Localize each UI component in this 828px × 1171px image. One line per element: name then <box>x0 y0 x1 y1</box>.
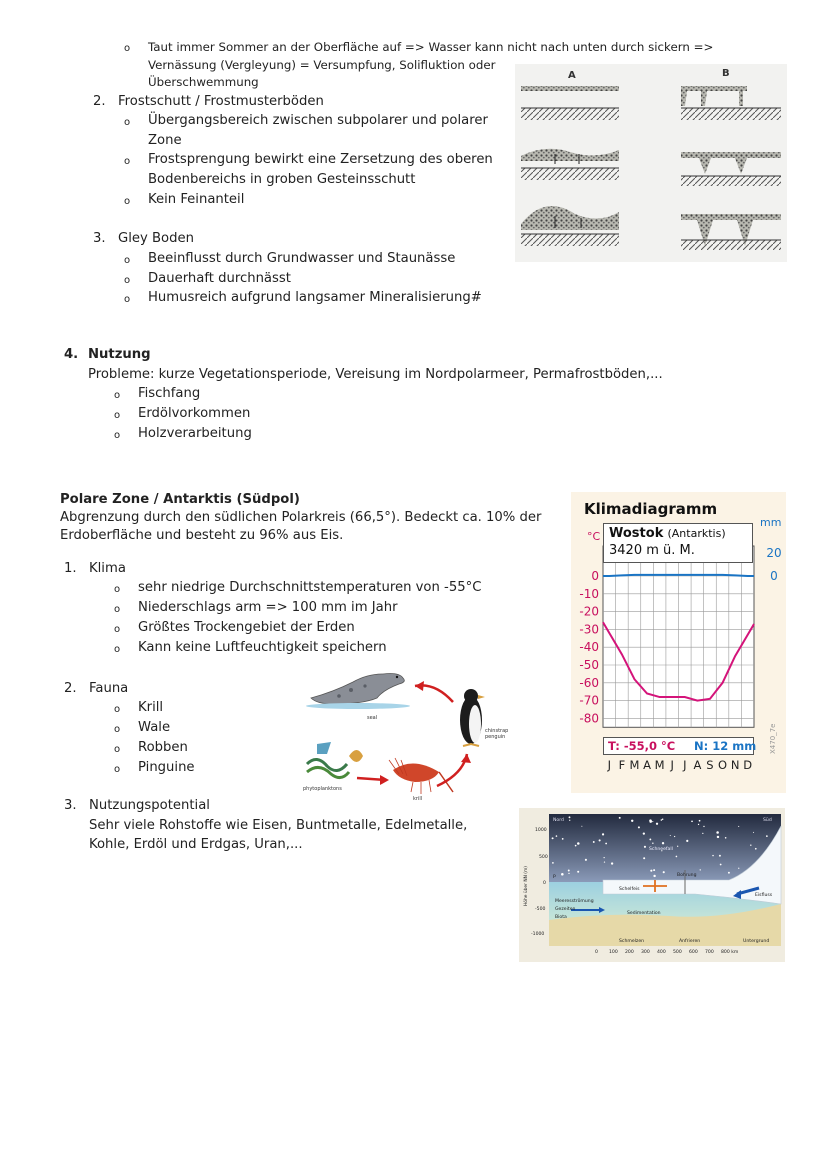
text-line: Kohle, Erdöl und Erdgas, Uran,... <box>89 837 303 852</box>
precip-line <box>603 575 754 576</box>
penguin-label-1: chinstrap <box>485 728 509 734</box>
label-nord: Nord <box>553 818 564 823</box>
text-line: Taut immer Sommer an der Oberfläche auf => Wasser kann nicht nach unten durch sickern => <box>148 40 714 54</box>
label-schneefall: Schneefall <box>649 847 673 852</box>
y-tick: -500 <box>535 907 546 912</box>
text-line: Frostsprengung bewirkt eine Zersetzung des oberen <box>148 152 493 167</box>
text-line: Humusreich aufgrund langsamer Mineralisierung# <box>148 290 482 305</box>
food-web-figure <box>303 664 525 804</box>
precip-unit: mm <box>760 516 782 529</box>
bullet-marker: o <box>124 43 131 54</box>
x-tick: 0 <box>595 950 598 955</box>
label-eisfluss: Eisfluss <box>755 893 773 898</box>
text-line: Sehr viele Rohstoffe wie Eisen, Buntmetalle, Edelmetalle, <box>89 818 468 833</box>
bullet-marker: o <box>114 624 121 635</box>
section-heading: Nutzungspotential <box>89 798 210 813</box>
section-heading: Frostschutt / Frostmusterböden <box>118 94 324 109</box>
bullet-marker: o <box>114 744 121 755</box>
label-biota: Biota <box>555 915 567 920</box>
krill-label: krill <box>413 796 423 802</box>
ice-shelf-figure <box>519 808 785 962</box>
y-tick: 1000 <box>535 828 547 833</box>
list-number: 1. <box>64 561 77 576</box>
label-schmelzen: Schmelzen <box>619 939 645 944</box>
bullet-marker: o <box>114 430 121 441</box>
x-tick: 800 km <box>721 950 739 955</box>
temp-tick-label: -10 <box>579 586 599 601</box>
month-label: D <box>743 758 753 772</box>
month-label: M <box>654 758 665 772</box>
list-number: 4. <box>64 347 79 362</box>
label-sued: Süd <box>763 818 772 823</box>
bullet-marker: o <box>114 584 121 595</box>
month-label: A <box>643 758 651 772</box>
label-bohrung: Bohrung <box>677 873 697 878</box>
list-number: 2. <box>93 94 106 109</box>
section-heading: Nutzung <box>88 347 151 362</box>
temp-tick-label: -60 <box>579 675 599 690</box>
y-tick: -1000 <box>531 932 545 937</box>
temp-tick-label: -80 <box>579 711 599 726</box>
x-tick: 200 <box>625 950 634 955</box>
precip-tick-label: 20 <box>766 546 782 560</box>
station-name: Wostok <box>609 526 664 541</box>
text-line: Vernässung (Vergleyung) = Versumpfung, Solifluktion oder <box>148 58 496 72</box>
summary-temp: T: -55,0 °C <box>608 739 676 753</box>
y-tick: 0 <box>543 881 546 886</box>
frost-pattern-figure <box>515 64 787 262</box>
list-number: 3. <box>93 231 106 246</box>
label-meeresstroemung: Meeresströmung <box>555 899 594 904</box>
bullet-marker: o <box>114 410 121 421</box>
section-title: Polare Zone / Antarktis (Südpol) <box>60 492 300 507</box>
label-p: P <box>553 875 556 880</box>
month-label: M <box>629 758 640 772</box>
y-axis-label: Höhe über NN (m) <box>524 865 529 906</box>
x-tick: 600 <box>689 950 698 955</box>
bullet-marker: o <box>114 604 121 615</box>
climate-diagram <box>571 492 786 793</box>
label-untergrund: Untergrund <box>743 939 770 944</box>
list-number: 3. <box>64 798 77 813</box>
station-box <box>603 523 753 563</box>
summary-precip: N: 12 mm <box>694 739 757 753</box>
bullet-marker: o <box>114 644 121 655</box>
bullet-marker: o <box>124 156 131 167</box>
text-line: Abgrenzung durch den südlichen Polarkreis (66,5°). Bedeckt ca. 10% der <box>60 510 542 525</box>
month-label: J <box>607 758 611 772</box>
temp-tick-label: -50 <box>579 658 599 672</box>
bullet-marker: o <box>114 704 121 715</box>
x-tick: 700 <box>705 950 714 955</box>
chart-title: Klimadiagramm <box>584 500 718 518</box>
station-altitude: 3420 m ü. M. <box>609 543 695 558</box>
text-line: Größtes Trockengebiet der Erden <box>138 620 355 635</box>
text-line: Pinguine <box>138 760 195 775</box>
bullet-marker: o <box>114 764 121 775</box>
text-line: Bodenbereichs in groben Gesteinsschutt <box>148 172 416 187</box>
section-heading: Klima <box>89 561 126 576</box>
penguin-label-2: penguin <box>485 734 506 740</box>
section-heading: Gley Boden <box>118 231 194 246</box>
text-line: sehr niedrige Durchschnittstemperaturen von -55°C <box>138 580 482 595</box>
temp-tick-label: -30 <box>579 622 599 637</box>
text-line: Krill <box>138 700 164 715</box>
x-tick: 100 <box>609 950 618 955</box>
text-line: Niederschlags arm => 100 mm im Jahr <box>138 600 398 615</box>
label-schelfeis: Schelfeis <box>619 887 640 892</box>
list-number: 2. <box>64 681 77 696</box>
text-line: Kann keine Luftfeuchtigkeit speichern <box>138 640 387 655</box>
seal-label: seal <box>367 715 378 721</box>
bullet-marker: o <box>124 255 131 266</box>
month-label: S <box>706 758 714 772</box>
x-tick: 400 <box>657 950 666 955</box>
month-label: O <box>718 758 728 772</box>
bullet-marker: o <box>114 390 121 401</box>
text-line: Fischfang <box>138 386 201 401</box>
summary-box <box>603 737 757 755</box>
label-sedimentation: Sedimentation <box>627 911 661 916</box>
x-tick: 500 <box>673 950 682 955</box>
bullet-marker: o <box>114 724 121 735</box>
temp-unit: °C <box>587 530 601 543</box>
y-tick: 500 <box>539 855 548 860</box>
label-a: A <box>568 70 576 81</box>
label-b: B <box>722 68 730 79</box>
x-tick: 300 <box>641 950 650 955</box>
penguin-icon <box>460 689 485 746</box>
text-line: Dauerhaft durchnässt <box>148 271 291 286</box>
month-label: J <box>670 758 674 772</box>
text-line: Erdoberfläche und besteht zu 96% aus Eis. <box>60 528 344 543</box>
month-label: A <box>693 758 702 772</box>
month-label: F <box>618 758 626 772</box>
bullet-marker: o <box>124 196 131 207</box>
text-line: Robben <box>138 740 188 755</box>
text-line: Wale <box>138 720 171 735</box>
bullet-marker: o <box>124 275 131 286</box>
phyto-label: phytoplanktons <box>303 786 342 792</box>
station-region: (Antarktis) <box>667 527 726 540</box>
temp-tick-label: 0 <box>591 569 599 583</box>
bullet-marker: o <box>124 117 131 128</box>
text-line: Holzverarbeitung <box>138 426 252 441</box>
text-line: Zone <box>148 133 182 148</box>
phytoplankton-icon <box>307 742 363 778</box>
precip-tick-label: 0 <box>770 569 778 583</box>
bullet-marker: o <box>124 294 131 305</box>
text-line: Erdölvorkommen <box>138 406 251 421</box>
text-line: Kein Feinanteil <box>148 192 245 207</box>
temp-tick-label: -70 <box>579 693 599 708</box>
month-label: N <box>730 758 740 772</box>
section-heading: Fauna <box>89 681 129 696</box>
text-line: Überschwemmung <box>148 75 259 89</box>
text-line: Beeinflusst durch Grundwasser und Staunässe <box>148 251 456 266</box>
seal-icon <box>306 674 410 710</box>
chart-code: X470_7e <box>769 723 777 754</box>
temp-tick-label: -40 <box>579 640 599 655</box>
text-line: Übergangsbereich zwischen subpolarer und polarer <box>148 113 488 128</box>
month-label: J <box>683 758 687 772</box>
label-anfrieren: Anfrieren <box>679 939 701 944</box>
temp-tick-label: -20 <box>579 604 599 619</box>
label-gezeiten: Gezeiten <box>555 907 576 912</box>
text-line: Probleme: kurze Vegetationsperiode, Vereisung im Nordpolarmeer, Permafrostböden,... <box>88 367 663 382</box>
krill-icon <box>389 758 453 794</box>
